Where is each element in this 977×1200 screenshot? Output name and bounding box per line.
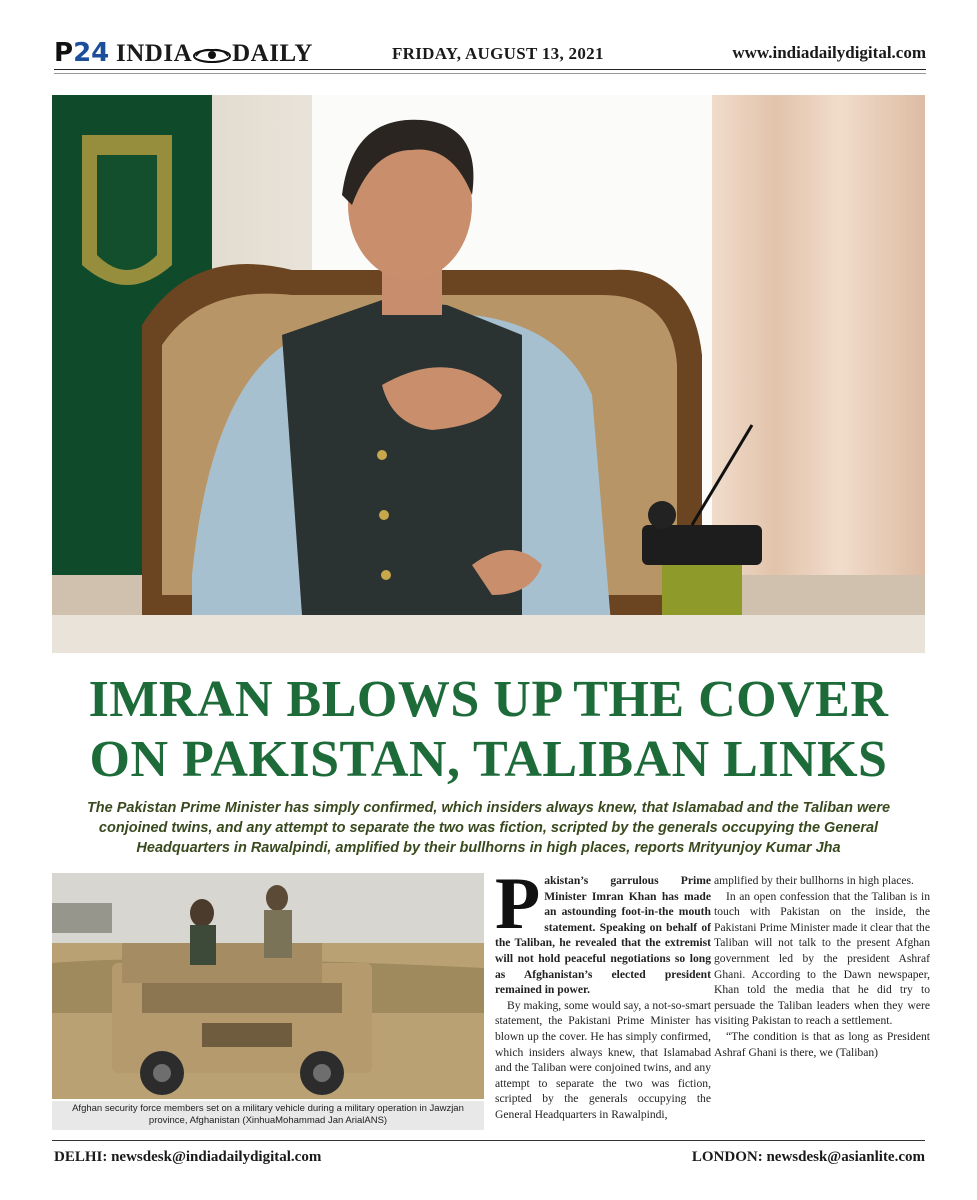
drop-cap: P <box>495 863 541 945</box>
footer-rule <box>52 1140 925 1141</box>
page-number: P24 <box>54 38 110 68</box>
article-paragraph: In an open confession that the Taliban is in touch with Pakistan on the inside, the Pakistani Prime Minister made it clear that the Taliban will not talk to the present Afghan government led by the president Ashraf Ghani. According to the Dawn newspaper, Khan told the media that he did try to persuade the Taliban leaders when they were visiting Pakistan to reach a settlement. <box>714 889 930 1028</box>
header-rule <box>54 69 926 70</box>
photo-caption: Afghan security force members set on a military vehicle during a military operation in Jawzjan province, Afghanistan (XinhuaMohammad Jan ArialANS) <box>52 1101 484 1130</box>
military-vehicle-illustration <box>52 873 484 1099</box>
hero-photo <box>52 95 925 653</box>
hero-photo-illustration <box>52 95 925 653</box>
emblem-icon <box>192 46 232 64</box>
article-paragraph: By making, some would say, a not-so-smart statement, the Pakistani Prime Minister has blown up the cover. He has simply confirmed, which insiders always knew, that Islamabad and the Taliban were conjoined twins, and any attempt to separate the two was fiction, scripted by the generals occupying the General Headquarters in Rawalpindi, <box>495 998 711 1121</box>
header-rule-secondary <box>54 73 926 74</box>
article-column-2 <box>714 873 930 1060</box>
article-standfirst: The Pakistan Prime Minister has simply confirmed, which insiders always knew, that Islamabad and the Taliban were conjoined twins, and any attempt to separate the two was fiction, scripted by the generals occupying the General Headquarters in Rawalpindi, amplified by their bullhorns in high places, reports Mrityunjoy Kumar Jha <box>86 800 891 856</box>
publication-date: FRIDAY, AUGUST 13, 2021 <box>392 44 604 63</box>
article-lead-paragraph <box>495 863 711 998</box>
website-url: www.indiadailydigital.com <box>732 43 926 62</box>
footer-delhi-contact: DELHI: newsdesk@indiadailydigital.com <box>54 1149 322 1165</box>
footer-london-contact: LONDON: newsdesk@asianlite.com <box>691 1149 925 1165</box>
military-vehicle-photo <box>52 873 484 1099</box>
article-paragraph-continued: amplified by their bullhorns in high places. <box>714 874 914 887</box>
article-column-1 <box>495 863 711 1123</box>
masthead-logo: INDIA DAILY <box>116 40 313 67</box>
article-headline: IMRAN BLOWS UP THE COVER ON PAKISTAN, TALIBAN LINKS <box>88 671 889 788</box>
article-paragraph: “The condition is that as long as President Ashraf Ghani is there, we (Taliban) <box>714 1029 930 1059</box>
article-lead: akistan’s garrulous Prime Minister Imran Khan has made an astounding foot-in-the mouth statement. Speaking on behalf of the Taliban, he revealed that the extremist will not hold peaceful negotiations so long as Afghanistan’s elected president remained in power. <box>495 874 711 997</box>
